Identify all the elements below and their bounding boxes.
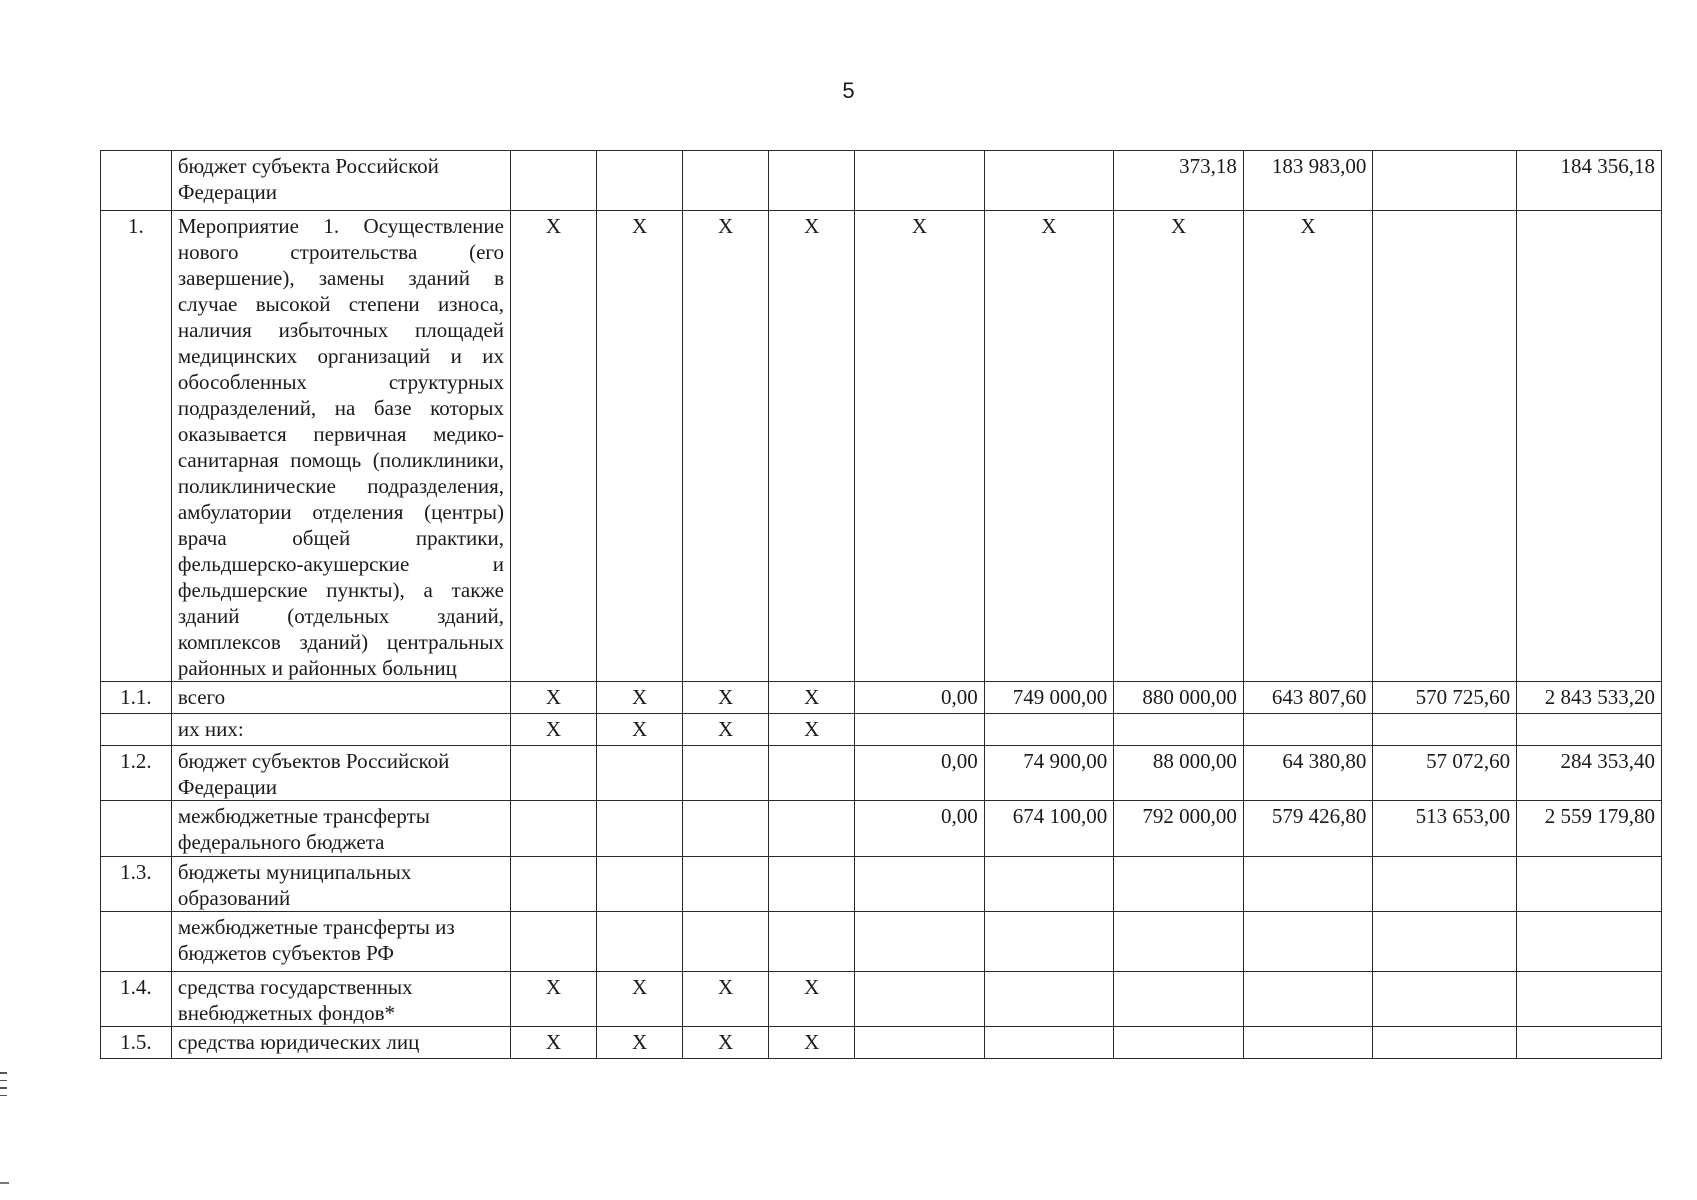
value-cell: 64 380,80 — [1243, 746, 1373, 801]
not-applicable-mark: Х — [683, 714, 769, 746]
value-cell — [769, 801, 855, 857]
not-applicable-mark: Х — [855, 211, 985, 682]
not-applicable-mark: Х — [769, 972, 855, 1027]
not-applicable-mark: Х — [683, 972, 769, 1027]
budget-table — [100, 150, 1662, 1059]
row-number — [101, 714, 172, 746]
value-cell — [1114, 714, 1244, 746]
value-cell — [510, 912, 596, 972]
table-row — [101, 714, 1662, 746]
row-description: бюджет субъекта Российской Федерации — [171, 151, 510, 211]
value-cell — [683, 746, 769, 801]
not-applicable-mark: Х — [510, 211, 596, 682]
value-cell — [855, 972, 985, 1027]
page-number: 5 — [842, 78, 855, 103]
value-cell — [1243, 857, 1373, 912]
row-number: 1.4. — [101, 972, 172, 1027]
value-cell — [1373, 1027, 1517, 1059]
row-description: межбюджетные трансферты федерального бюджета — [171, 801, 510, 857]
value-cell: 88 000,00 — [1114, 746, 1244, 801]
row-number: 1.3. — [101, 857, 172, 912]
row-number: 1. — [101, 211, 172, 682]
row-description: Мероприятие 1. Осуществление нового строительства (его завершение), замены зданий в случае высокой степени износа, наличия избыточных площадей медицинских организаций и их обособленных структурных подразделений, на базе которых оказывается первичная медико-санитарная помощь (поликлиники, поликлинические подразделения, амбулатории отделения (центры) врача общей практики, фельдшерско-акушерские и фельдшерские пункты), а также зданий (отдельных зданий, комплексов зданий) центральных районных и районных больниц — [171, 211, 510, 682]
value-cell — [597, 912, 683, 972]
table-row — [101, 151, 1662, 211]
margin-dash — [0, 1182, 9, 1184]
value-cell — [1373, 972, 1517, 1027]
value-cell — [855, 912, 985, 972]
table-row — [101, 972, 1662, 1027]
value-cell: 183 983,00 — [1243, 151, 1373, 211]
value-cell — [1373, 857, 1517, 912]
table-row — [101, 912, 1662, 972]
value-cell — [855, 857, 985, 912]
row-number — [101, 801, 172, 857]
row-description: всего — [171, 682, 510, 714]
value-cell — [1114, 857, 1244, 912]
not-applicable-mark: Х — [984, 211, 1114, 682]
table-row — [101, 746, 1662, 801]
not-applicable-mark: Х — [683, 1027, 769, 1059]
table-row — [101, 1027, 1662, 1059]
value-cell: 184 356,18 — [1517, 151, 1662, 211]
value-cell: 57 072,60 — [1373, 746, 1517, 801]
not-applicable-mark: Х — [597, 714, 683, 746]
value-cell — [1517, 1027, 1662, 1059]
value-cell: 2 843 533,20 — [1517, 682, 1662, 714]
value-cell: 749 000,00 — [984, 682, 1114, 714]
not-applicable-mark: Х — [597, 972, 683, 1027]
value-cell — [1114, 1027, 1244, 1059]
value-cell — [510, 151, 596, 211]
value-cell — [769, 857, 855, 912]
value-cell — [1517, 714, 1662, 746]
value-cell — [683, 912, 769, 972]
value-cell — [683, 801, 769, 857]
value-cell — [510, 746, 596, 801]
row-description: бюджеты муниципальных образований — [171, 857, 510, 912]
value-cell — [984, 714, 1114, 746]
not-applicable-mark: Х — [510, 714, 596, 746]
value-cell — [1114, 912, 1244, 972]
row-description: средства юридических лиц — [171, 1027, 510, 1059]
value-cell — [984, 912, 1114, 972]
value-cell — [597, 746, 683, 801]
table-row — [101, 801, 1662, 857]
not-applicable-mark: Х — [510, 682, 596, 714]
value-cell — [984, 151, 1114, 211]
value-cell — [510, 801, 596, 857]
value-cell — [683, 151, 769, 211]
row-description: бюджет субъектов Российской Федерации — [171, 746, 510, 801]
value-cell — [1243, 912, 1373, 972]
not-applicable-mark: Х — [1114, 211, 1244, 682]
value-cell: 0,00 — [855, 801, 985, 857]
value-cell: 674 100,00 — [984, 801, 1114, 857]
value-cell — [597, 801, 683, 857]
table-row — [101, 211, 1662, 682]
value-cell — [597, 857, 683, 912]
value-cell: 0,00 — [855, 746, 985, 801]
value-cell: 792 000,00 — [1114, 801, 1244, 857]
value-cell — [1517, 912, 1662, 972]
value-cell — [510, 857, 596, 912]
value-cell — [984, 1027, 1114, 1059]
value-cell — [1243, 714, 1373, 746]
value-cell: 284 353,40 — [1517, 746, 1662, 801]
value-cell — [769, 746, 855, 801]
value-cell: 0,00 — [855, 682, 985, 714]
not-applicable-mark: Х — [597, 682, 683, 714]
value-cell — [769, 151, 855, 211]
value-cell: 2 559 179,80 — [1517, 801, 1662, 857]
not-applicable-mark: Х — [597, 211, 683, 682]
value-cell — [683, 857, 769, 912]
table-body — [101, 151, 1662, 1059]
value-cell — [1373, 151, 1517, 211]
row-number — [101, 151, 172, 211]
not-applicable-mark: Х — [510, 972, 596, 1027]
value-cell: 570 725,60 — [1373, 682, 1517, 714]
row-number: 1.5. — [101, 1027, 172, 1059]
value-cell — [855, 714, 985, 746]
table-row — [101, 682, 1662, 714]
value-cell: 513 653,00 — [1373, 801, 1517, 857]
not-applicable-mark: Х — [683, 682, 769, 714]
row-description: их них: — [171, 714, 510, 746]
value-cell — [1373, 714, 1517, 746]
value-cell — [597, 151, 683, 211]
not-applicable-mark: Х — [769, 211, 855, 682]
margin-marks — [0, 1072, 8, 1102]
value-cell — [1517, 857, 1662, 912]
value-cell: 373,18 — [1114, 151, 1244, 211]
not-applicable-mark: Х — [769, 1027, 855, 1059]
value-cell: 74 900,00 — [984, 746, 1114, 801]
value-cell — [1517, 972, 1662, 1027]
not-applicable-mark: Х — [769, 682, 855, 714]
not-applicable-mark: Х — [510, 1027, 596, 1059]
row-number — [101, 912, 172, 972]
not-applicable-mark: Х — [769, 714, 855, 746]
value-cell — [855, 151, 985, 211]
value-cell — [1517, 211, 1662, 682]
not-applicable-mark: Х — [683, 211, 769, 682]
row-number: 1.1. — [101, 682, 172, 714]
value-cell — [1373, 912, 1517, 972]
not-applicable-mark: Х — [1243, 211, 1373, 682]
value-cell — [984, 857, 1114, 912]
value-cell: 880 000,00 — [1114, 682, 1244, 714]
not-applicable-mark: Х — [597, 1027, 683, 1059]
row-description: межбюджетные трансферты из бюджетов субъектов РФ — [171, 912, 510, 972]
table-row — [101, 857, 1662, 912]
value-cell — [769, 912, 855, 972]
value-cell — [1373, 211, 1517, 682]
value-cell — [1243, 1027, 1373, 1059]
value-cell — [1243, 972, 1373, 1027]
value-cell — [855, 1027, 985, 1059]
row-number: 1.2. — [101, 746, 172, 801]
value-cell: 643 807,60 — [1243, 682, 1373, 714]
value-cell: 579 426,80 — [1243, 801, 1373, 857]
value-cell — [984, 972, 1114, 1027]
value-cell — [1114, 972, 1244, 1027]
row-description: средства государственных внебюджетных фондов* — [171, 972, 510, 1027]
